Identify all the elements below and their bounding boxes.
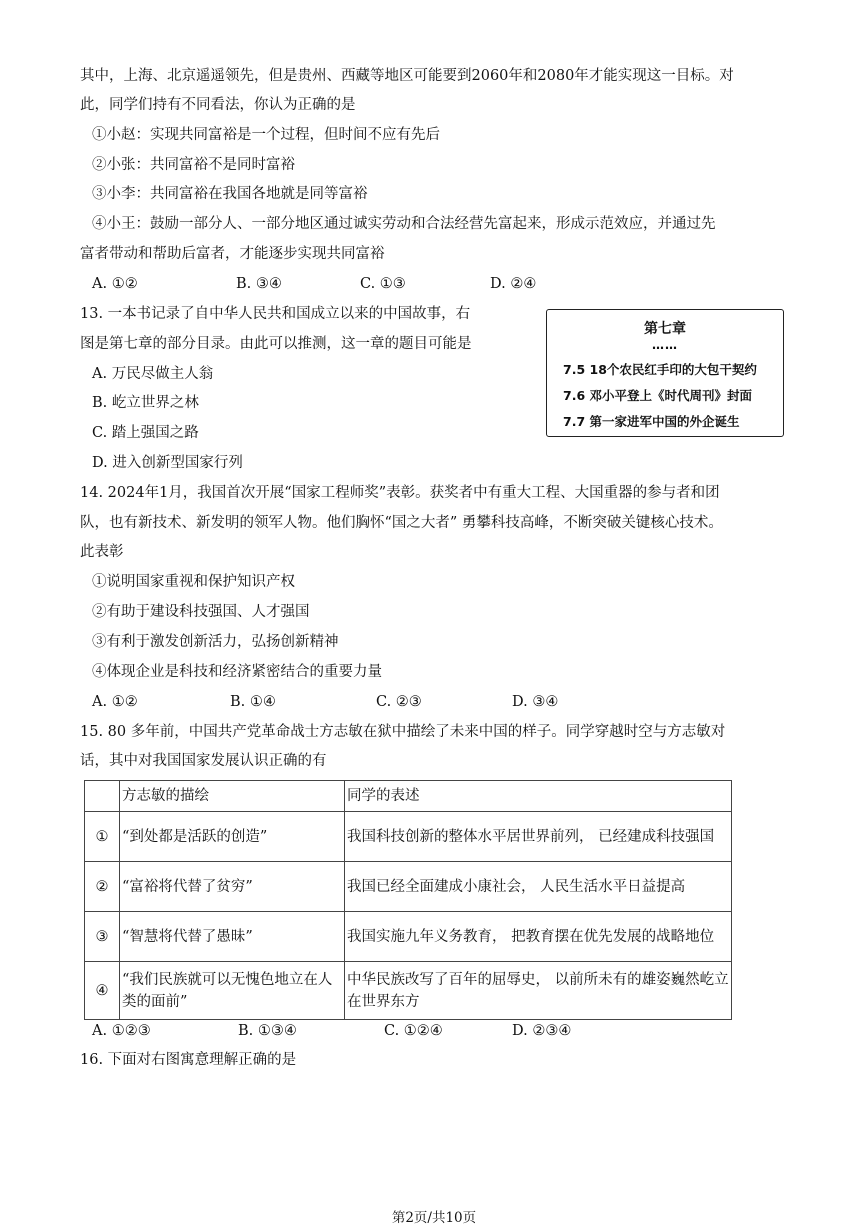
table-header-cell: 方志敏的描绘: [120, 781, 345, 812]
table-row: [85, 962, 732, 1020]
q12-option-c[interactable]: C. ①③: [360, 276, 406, 292]
table-row: [85, 812, 732, 862]
q15-stem-line2: 话，其中对我国国家发展认识正确的有: [80, 753, 327, 769]
q14-item-4: ④体现企业是科技和经济紧密结合的重要力量: [92, 664, 382, 680]
q14-stem-line3: 此表彰: [80, 544, 124, 560]
table-row: [85, 862, 732, 912]
q14-option-b[interactable]: B. ①④: [230, 694, 276, 710]
q15-option-d[interactable]: D. ②③④: [512, 1023, 572, 1039]
q15-stem-line1: 15. 80 多年前，中国共产党革命战士方志敏在狱中描绘了未来中国的样子。同学穿越时空与方志敏对: [80, 724, 726, 740]
table-cell-number: ①: [85, 812, 120, 862]
q13-option-a[interactable]: A. 万民尽做主人翁: [92, 366, 214, 382]
q15-comparison-table: [84, 780, 732, 1020]
q12-stem-line2: 此，同学们持有不同看法，你认为正确的是: [80, 97, 356, 113]
table-cell: 我国已经全面建成小康社会， 人民生活水平日益提高: [345, 862, 732, 912]
q15-option-a[interactable]: A. ①②③: [92, 1023, 151, 1039]
q15-option-c[interactable]: C. ①②④: [384, 1023, 443, 1039]
q12-option-b[interactable]: B. ③④: [236, 276, 282, 292]
table-header-row: [85, 781, 732, 812]
chapter-box-title: 第七章: [644, 321, 686, 337]
q13-option-b[interactable]: B. 屹立世界之林: [92, 395, 199, 411]
q12-item-4-line2: 富者带动和帮助后富者，才能逐步实现共同富裕: [80, 246, 385, 262]
table-cell-number: ③: [85, 912, 120, 962]
table-cell: 我国实施九年义务教育， 把教育摆在优先发展的战略地位: [345, 912, 732, 962]
q13-stem-line2: 图是第七章的部分目录。由此可以推测，这一章的题目可能是: [80, 336, 472, 352]
q12-stem-line1: 其中，上海、北京遥遥领先，但是贵州、西藏等地区可能要到2060年和2080年才能实现这一目标。对: [80, 68, 734, 84]
q16-stem: 16. 下面对右图寓意理解正确的是: [80, 1052, 297, 1068]
table-cell-number: ②: [85, 862, 120, 912]
table-header-cell: [85, 781, 120, 812]
q12-item-1: ①小赵：实现共同富裕是一个过程，但时间不应有先后: [92, 127, 440, 143]
q13-option-d[interactable]: D. 进入创新型国家行列: [92, 455, 243, 471]
q14-stem-line2: 队，也有新技术、新发明的领军人物。他们胸怀“国之大者” 勇攀科技高峰，不断突破关键核心技术。: [80, 515, 723, 531]
table-cell: “富裕将代替了贫穷”: [120, 862, 345, 912]
q15-option-b[interactable]: B. ①③④: [238, 1023, 297, 1039]
q14-item-2: ②有助于建设科技强国、人才强国: [92, 604, 310, 620]
chapter-box-ellipsis: ……: [652, 338, 678, 352]
q14-option-d[interactable]: D. ③④: [512, 694, 559, 710]
q12-option-a[interactable]: A. ①②: [92, 276, 138, 292]
q14-stem-line1: 14. 2024年1月，我国首次开展“国家工程师奖”表彰。获奖者中有重大工程、大国重器的参与者和团: [80, 485, 720, 501]
chapter-box-item: 7.7 第一家进军中国的外企诞生: [563, 414, 740, 429]
q14-item-3: ③有利于激发创新活力，弘扬创新精神: [92, 634, 339, 650]
table-cell: “智慧将代替了愚昧”: [120, 912, 345, 962]
chapter-box-item: 7.6 邓小平登上《时代周刊》封面: [563, 388, 752, 403]
page-number: 第2页/共10页: [391, 1210, 477, 1226]
q12-item-2: ②小张：共同富裕不是同时富裕: [92, 157, 295, 173]
q12-item-3: ③小李：共同富裕在我国各地就是同等富裕: [92, 186, 368, 202]
chapter-seven-box: [546, 309, 784, 437]
q14-option-c[interactable]: C. ②③: [376, 694, 422, 710]
table-cell: 我国科技创新的整体水平居世界前列， 已经建成科技强国: [345, 812, 732, 862]
table-row: [85, 912, 732, 962]
q12-option-d[interactable]: D. ②④: [490, 276, 537, 292]
table-cell: 中华民族改写了百年的屈辱史， 以前所未有的雄姿巍然屹立在世界东方: [345, 962, 732, 1020]
table-cell-number: ④: [85, 962, 120, 1020]
table-cell: “到处都是活跃的创造”: [120, 812, 345, 862]
table-cell: “我们民族就可以无愧色地立在人类的面前”: [120, 962, 345, 1020]
table-header-cell: 同学的表述: [345, 781, 732, 812]
q12-item-4-line1: ④小王：鼓励一部分人、一部分地区通过诚实劳动和合法经营先富起来，形成示范效应，并通过先: [92, 216, 716, 232]
q13-option-c[interactable]: C. 踏上强国之路: [92, 425, 199, 441]
q14-item-1: ①说明国家重视和保护知识产权: [92, 574, 295, 590]
q13-stem-line1: 13. 一本书记录了自中华人民共和国成立以来的中国故事，右: [80, 306, 471, 322]
q14-option-a[interactable]: A. ①②: [92, 694, 138, 710]
chapter-box-item: 7.5 18个农民红手印的大包干契约: [563, 362, 757, 377]
